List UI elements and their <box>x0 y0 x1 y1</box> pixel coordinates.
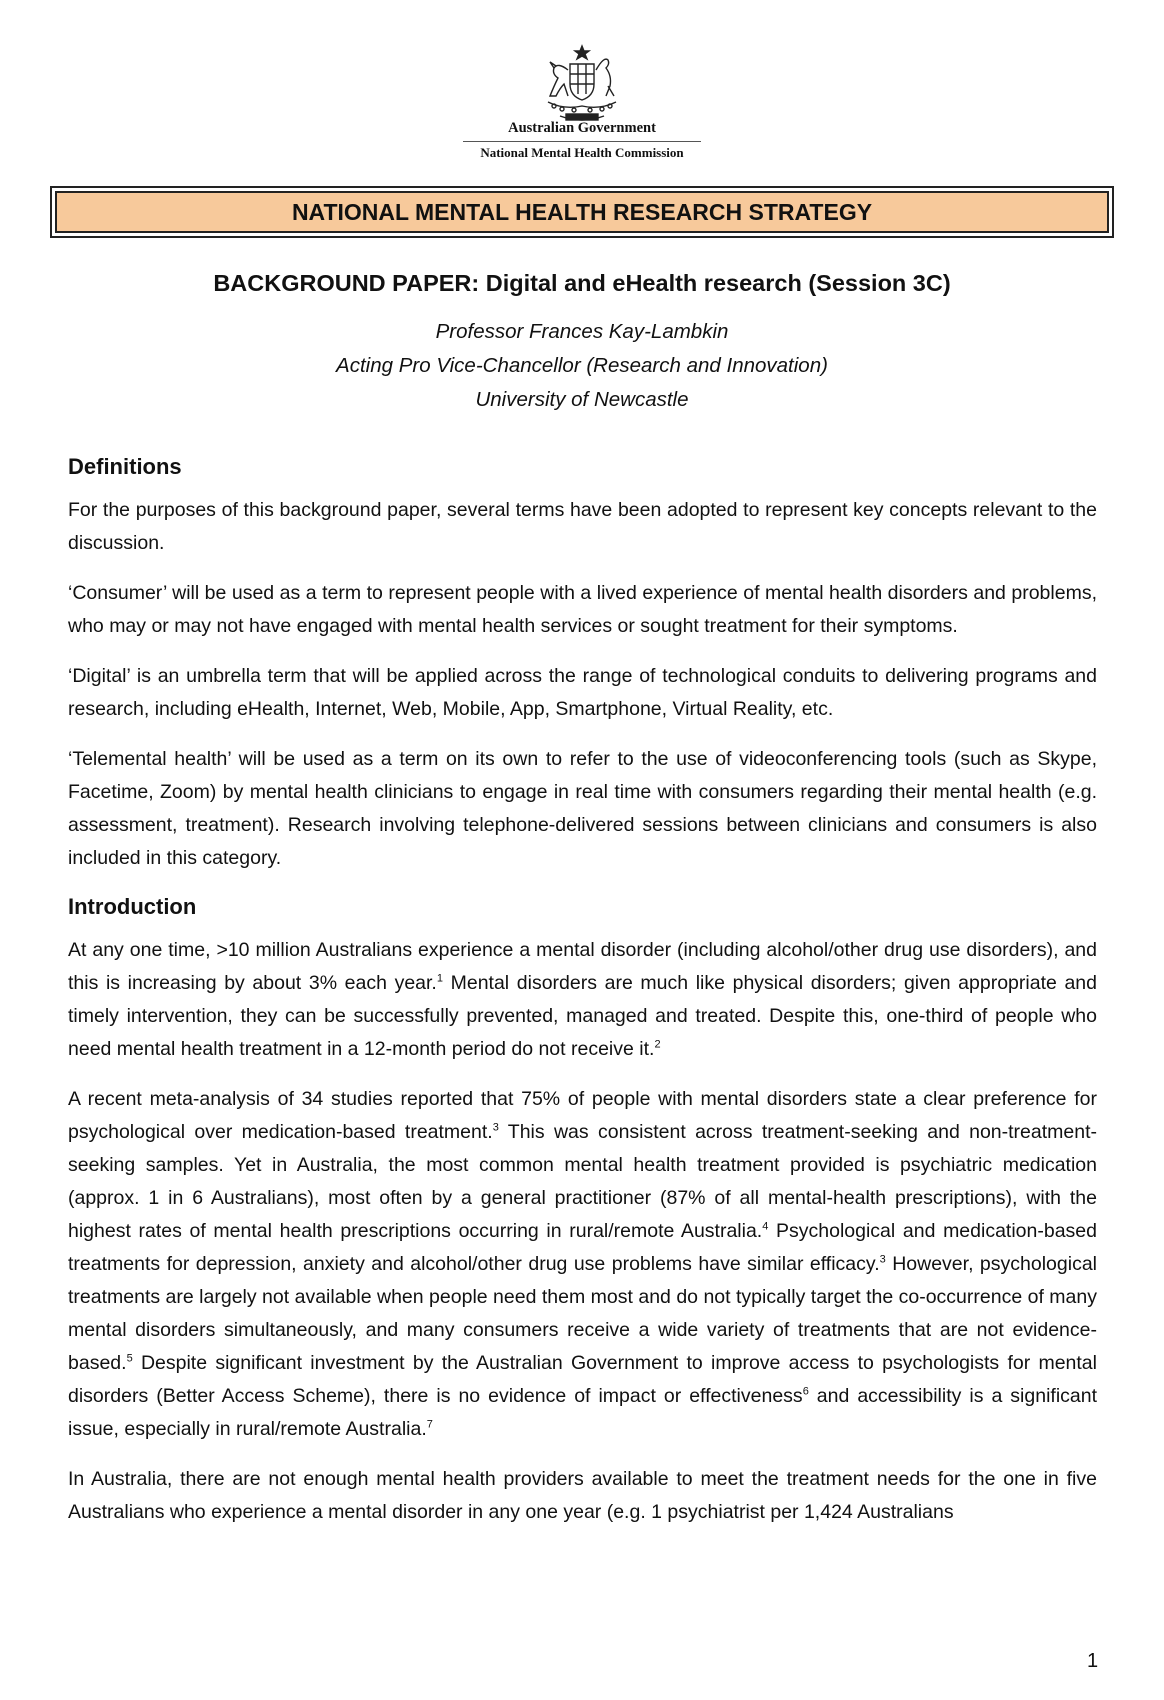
banner-title: NATIONAL MENTAL HEALTH RESEARCH STRATEGY <box>55 191 1109 233</box>
commission-name: National Mental Health Commission <box>480 145 684 160</box>
text-span: Despite significant investment by the Australian Government to improve access to psychologists for mental disorders (Better Access Scheme), there is no evidence of impact or effectiveness <box>68 1352 1097 1407</box>
introduction-paragraph-1 <box>68 934 1097 1066</box>
footnote-ref: 3 <box>492 1121 499 1134</box>
text-span: However, psychological treatments are largely not available when people need them most and do not typically target the co-occurrence of many mental disorders simultaneously, and many consumers receive a wide variety of treatments that are not evidence-based. <box>68 1253 1097 1374</box>
text-span: A recent meta-analysis of 34 studies reported that 75% of people with mental disorders state a clear preference for psychological over medication-based treatment. <box>68 1088 1097 1143</box>
coat-of-arms-crest <box>534 44 630 126</box>
text-span: and accessibility is a significant issue, especially in rural/remote Australia. <box>68 1385 1098 1440</box>
footnote-ref: 6 <box>802 1385 809 1398</box>
definitions-paragraph: ‘Digital’ is an umbrella term that will be applied across the range of technological conduits to delivering programs and research, including eHealth, Internet, Web, Mobile, App, Smartphone, Virtual Reality, etc. <box>68 665 1097 720</box>
footnote-ref: 5 <box>126 1352 133 1365</box>
author-institution: University of Newcastle <box>475 388 689 411</box>
author-position: Acting Pro Vice-Chancellor (Research and Innovation) <box>336 354 828 377</box>
footnote-ref: 2 <box>654 1038 661 1051</box>
footnote-ref: 7 <box>426 1418 433 1431</box>
footnote-ref: 4 <box>762 1220 769 1233</box>
definitions-heading: Definitions <box>68 454 182 479</box>
text-span: Mental disorders are much like physical disorders; given appropriate and timely intervention, they can be successfully prevented, managed and treated. Despite this, one-third of people who need mental health treatment in a 12-month period do not receive it. <box>68 972 1098 1060</box>
introduction-heading: Introduction <box>68 894 197 919</box>
government-name: Australian Government <box>508 120 656 136</box>
paper-title: BACKGROUND PAPER: Digital and eHealth research (Session 3C) <box>213 270 951 296</box>
footnote-ref: 1 <box>436 972 443 985</box>
text-span: This was consistent across treatment-seeking and non-treatment-seeking samples. Yet in Australia, the most common mental health treatment provided is psychiatric medication (approx. 1 in 6 Australians), most often by a general practitioner (87% of all mental-health prescriptions), with the highest rates of mental health prescriptions occurring in rural/remote Australia. <box>68 1121 1098 1242</box>
text-span: Psychological and medication-based treatments for depression, anxiety and alcohol/other drug use problems have similar efficacy. <box>68 1220 1097 1275</box>
definitions-paragraph: ‘Telemental health’ will be used as a term on its own to refer to the use of videoconferencing tools (such as Skype, Facetime, Zoom) by mental health clinicians to engage in real time with consumers regarding their mental health (e.g. assessment, treatment). Research involving telephone-delivered sessions between clinicians and consumers is also included in this category. <box>68 748 1097 869</box>
document-body <box>68 452 1097 1546</box>
introduction-paragraph-2 <box>68 1083 1097 1446</box>
introduction-paragraph-3: In Australia, there are not enough mental health providers available to meet the treatment needs for the one in five Australians who experience a mental disorder in any one year (e.g. 1 psychiatrist per 1,424 Australians <box>68 1468 1097 1523</box>
definitions-paragraph: ‘Consumer’ will be used as a term to represent people with a lived experience of mental health disorders and problems, who may or may not have engaged with mental health services or sought treatment for their symptoms. <box>68 582 1097 637</box>
page-number: 1 <box>1087 1650 1099 1672</box>
text-span: At any one time, >10 million Australians experience a mental disorder (including alcohol/other drug use disorders), and this is increasing by about 3% each year. <box>68 939 1097 994</box>
strategy-banner <box>50 186 1114 238</box>
footnote-ref: 3 <box>879 1253 886 1266</box>
header-divider <box>463 141 701 142</box>
author-name: Professor Frances Kay-Lambkin <box>435 320 729 343</box>
definitions-paragraph: For the purposes of this background paper, several terms have been adopted to represent key concepts relevant to the discussion. <box>68 499 1097 554</box>
